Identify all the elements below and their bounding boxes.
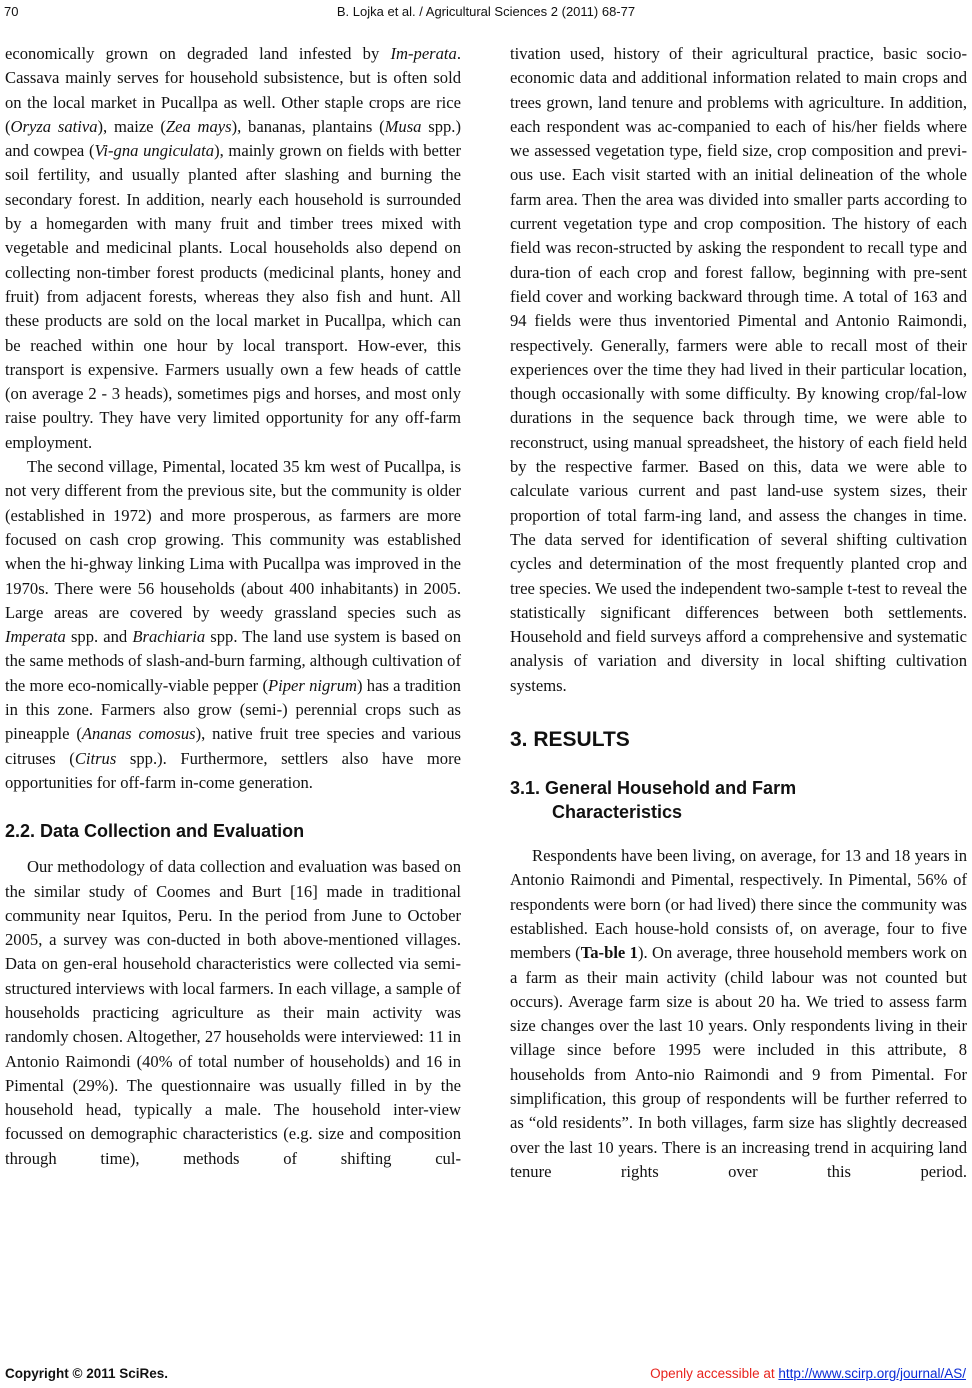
paragraph-respondents: Respondents have been living, on average, for 13 and 18 years in Antonio Raimondi and Pimental, respectively. In Pimental, 56% of respondents were born (or had lived) there since the community was established. Each house-hold consists of, on average, four to five members (Ta-ble 1). On average, three household members work on a farm as their main activity (child labour was not counted but occurs). Average farm size is about 20 ha. We tried to assess farm size changes over the last 10 years. Only respondents living in their village since before 1995 were included in this attribute, 8 households from Anto-nio Raimondi and 9 from Pimental. For simplification, this group of respondents will be further referred to as “old residents”. In both villages, farm size has slightly decreased over the last 10 years. There is an increasing trend in acquiring land tenure rights over this period. (510, 846, 968, 1181)
section-heading-2-2: 2.2. Data Collection and Evaluation (5, 821, 305, 842)
page-number: 70 (4, 4, 19, 19)
right-column (510, 42, 967, 1184)
paragraph-pimental: The second village, Pimental, located 35 km west of Pucallpa, is not very different from the previous site, but the community is older (established in 1972) and more prosperous, as farmers are more focused on cash crop growing. This community was established when the hi-ghway linking Lima with Pucallpa was improved in the 1970s. There were 56 households (about 400 inhabitants) in 2005. Large areas are covered by weedy grassland species such as Imperata spp. and Brachiaria spp. The land use system is based on the same methods of slash-and-burn farming, although cultivation of the more eco-nomically-viable pepper (Piper nigrum) has a tradition in this zone. Farmers also grow (semi-) perennial crops such as pineapple (Ananas comosus), native fruit tree species and various citruses (Citrus spp.). Furthermore, settlers also have more opportunities for off-farm in-come generation. (5, 457, 461, 792)
paragraph-methods-continued: tivation used, history of their agricultural practice, basic socio-economic data and additional information related to main crops and trees grown, land tenure and problems with agriculture. In addition, each respondent was ac-companied to each of his/her fields where we assessed vegetation type, field size, crop composition and previ-ous use. Each visit started with an initial delineation of the whole farm area. Then the area was divided into smaller parts according to current vegetation type and crop composition. The history of each field was recon-structed by asking the respondent to recall type and dura-tion of each crop and forest fallow, beginning with pre-sent field cover and working backward through time. A total of 163 and 94 fields were thus inventoried Pimental and Antonio Raimondi, respectively. Generally, farmers were able to recall most of their experiences over the time they had lived in their particular location, though occasionally with some difficulty. By knowing crop/fal-low durations in the sequence back through time, we were able to reconstruct, using manual spreadsheet, the history of each field held by the respective farmer. Based on this, data we were able to calculate various current and past land-use system sizes, their proportion of total farm-ing land, and assess the changes in time. The data served for identification of several shifting cultivation cycles and determination of the most frequently planted crop and tree species. We used the independent two-sample t-test to reveal the statistically significant differences between both settlements. Household and field surveys afford a comprehensive and systematic analysis of variation and diversity in local shifting cultivation systems. (510, 44, 967, 695)
page-header (0, 2, 972, 22)
left-column (5, 42, 461, 1171)
section-heading-results: 3. RESULTS (510, 728, 630, 752)
running-head: B. Lojka et al. / Agricultural Sciences 2 (2011) 68-77 (336, 4, 636, 19)
open-access-notice: Openly accessible at http://www.scirp.org/journal/AS/ (650, 1366, 966, 1381)
paragraph-cassava: economically grown on degraded land infested by Im-perata. Cassava mainly serves for household subsistence, but is often sold on the local market in Pucallpa as well. Other staple crops are rice (Oryza sativa), maize (Zea mays), bananas, plantains (Musa spp.) and cowpea (Vi-gna ungiculata), mainly grown on fields with better soil fertility, and usually planted after slashing and burning the secondary forest. In addition, nearly each household is surrounded by a homegarden with many fruit and timber trees mixed with vegetable and medicinal plants. Local households also depend on collecting non-timber forest products (medicinal plants, honey and fruit) from adjacent forests, whereas they also fish and hunt. All these products are sold on the local market in Pucallpa, which can be reached within one hour by local transport. How-ever, this transport is expensive. Farmers usually own a few heads of cattle (on average 2 - 3 heads), sometimes pigs and horses, and most only raise poultry. They have very limited opportunity for any off-farm employment. (5, 44, 461, 452)
section-heading-3-1: 3.1. General Household and Farm Characteristics (510, 778, 797, 823)
page-footer (0, 1364, 972, 1386)
journal-url-link[interactable]: http://www.scirp.org/journal/AS/ (778, 1366, 966, 1381)
copyright-notice: Copyright © 2011 SciRes. (5, 1366, 169, 1381)
paragraph-methodology: Our methodology of data collection and evaluation was based on the similar study of Coomes and Burt [16] made in traditional community near Iquitos, Peru. In the period from June to October 2005, a survey was con-ducted in both above-mentioned villages. Data on gen-eral household characteristics were collected via semi-structured interviews with local farmers. In each village, a sample of households practicing agriculture as their main activity was randomly chosen. Altogether, 27 households were interviewed: 11 in Antonio Raimondi (40% of total number of households) and 16 in Pimental (29%). The questionnaire was usually filled in by the household head, typically a male. The household inter-view focussed on demographic characteristics (e.g. size and composition through time), methods of shifting cul- (5, 857, 461, 1168)
